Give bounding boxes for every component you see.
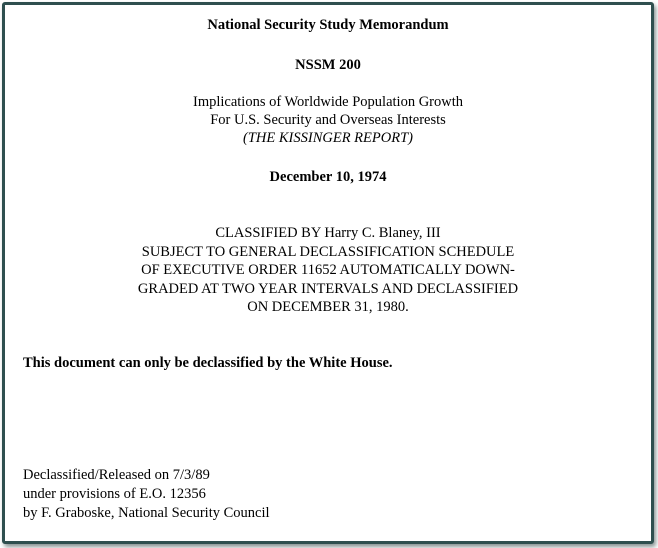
declassification-notice: This document can only be declassified by the White House. [23,355,393,371]
release-line-1: Declassified/Released on 7/3/89 [23,467,210,483]
subject-line-3: (THE KISSINGER REPORT) [243,130,413,146]
release-line-3: by F. Graboske, National Security Council [23,505,270,521]
subject-line-2: For U.S. Security and Overseas Interests [210,112,446,128]
memo-title: National Security Study Memorandum [207,17,449,33]
memo-number: NSSM 200 [295,57,361,73]
document-frame [2,2,654,544]
classification-line-5: ON DECEMBER 31, 1980. [247,299,409,315]
release-line-2: under provisions of E.O. 12356 [23,486,206,502]
subject-line-1: Implications of Worldwide Population Growth [192,94,463,110]
memo-date: December 10, 1974 [269,169,387,185]
release-block [23,466,270,523]
classification-line-2: SUBJECT TO GENERAL DECLASSIFICATION SCHEDULE [141,243,515,260]
memo-subject [5,93,651,147]
classification-line-3: OF EXECUTIVE ORDER 11652 AUTOMATICALLY DOWN- [141,262,515,278]
classification-line-4: GRADED AT TWO YEAR INTERVALS AND DECLASSIFIED [137,280,519,297]
classification-block [5,224,651,317]
classification-line-1: CLASSIFIED BY Harry C. Blaney, III [215,225,441,241]
